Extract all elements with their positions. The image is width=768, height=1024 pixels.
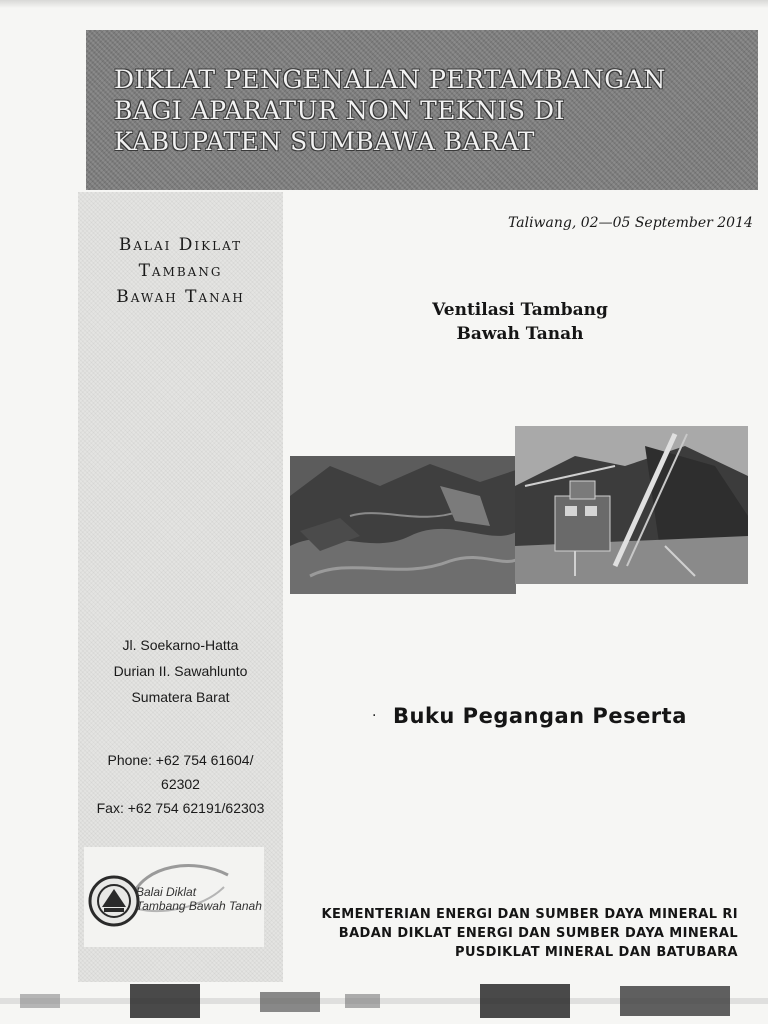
event-date: Taliwang, 02—05 September 2014 [508, 215, 753, 231]
conveyor-plant-photo [515, 426, 748, 584]
subject-title-line-1: Ventilasi Tambang [432, 300, 608, 320]
ministry-line-1: KEMENTERIAN ENERGI DAN SUMBER DAYA MINERAL RI [321, 907, 738, 922]
title-banner [86, 30, 758, 190]
sidebar-panel [78, 192, 283, 982]
subject-title [380, 298, 660, 346]
emblem-icon [88, 875, 140, 927]
bullet-dot: · [372, 708, 377, 724]
banner-title-line-1: DIKLAT PENGENALAN PERTAMBANGAN [114, 65, 666, 94]
institution-name-line-2: Tambang [138, 261, 223, 281]
contact-block [78, 748, 283, 820]
address-line-3: Sumatera Barat [131, 689, 230, 705]
logo-caption [136, 885, 262, 913]
banner-title-line-2: BAGI APARATUR NON TEKNIS DI [114, 96, 565, 125]
page-top-edge [0, 0, 768, 8]
scan-artifact-strip [0, 978, 768, 1024]
subject-title-line-2: Bawah Tanah [456, 324, 584, 344]
address-block [78, 632, 283, 710]
address-line-1: Jl. Soekarno-Hatta [122, 637, 239, 653]
fax-line: Fax: +62 754 62191/62303 [96, 800, 265, 816]
institution-name-line-1: Balai Diklat [118, 235, 243, 255]
mine-site-image [290, 456, 516, 594]
institution-name-line-3: Bawah Tanah [116, 287, 245, 307]
logo-caption-line-2: Tambang Bawah Tanah [136, 899, 262, 913]
phone-line-1: Phone: +62 754 61604/ [107, 752, 254, 768]
institution-logo [84, 847, 264, 947]
conveyor-plant-image [515, 426, 748, 584]
mine-site-photo [290, 456, 516, 594]
banner-title-line-3: KABUPATEN SUMBAWA BARAT [114, 127, 535, 156]
logo-caption-line-1: Balai Diklat [136, 885, 197, 899]
phone-line-2: 62302 [161, 776, 200, 792]
institution-name [78, 232, 283, 310]
address-line-2: Durian II. Sawahlunto [113, 663, 248, 679]
handbook-title: Buku Pegangan Peserta [393, 704, 687, 728]
ministry-line-2: BADAN DIKLAT ENERGI DAN SUMBER DAYA MINERAL [338, 926, 738, 941]
ministry-line-3: PUSDIKLAT MINERAL DAN BATUBARA [455, 945, 738, 960]
ministry-block [280, 905, 738, 962]
